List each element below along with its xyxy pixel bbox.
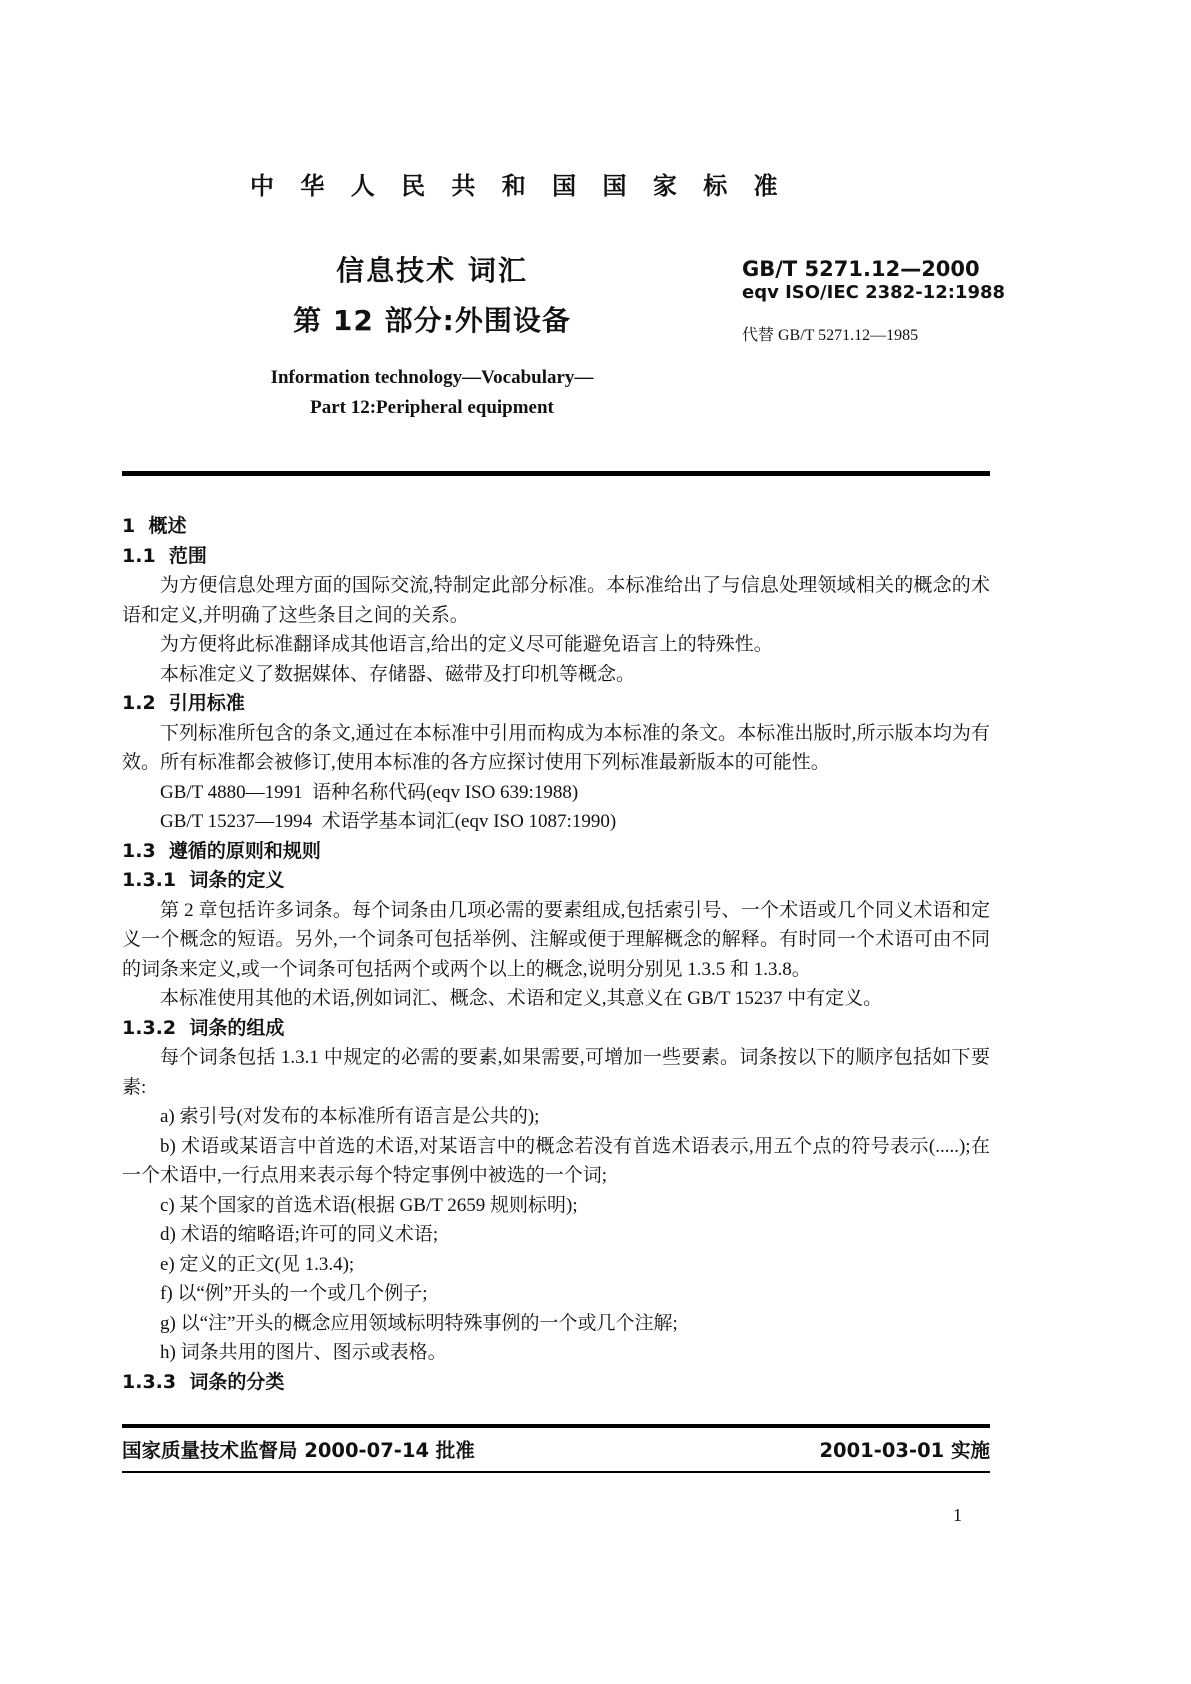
reference-item: GB/T 15237—1994 术语学基本词汇(eqv ISO 1087:1990): [160, 811, 617, 833]
english-title-line1: Information technology—Vocabulary—: [270, 367, 594, 389]
paragraph: 下列标准所包含的条文,通过在本标准中引用而构成为本标准的条文。本标准出版时,所示版本均为有效。所有标准都会被修订,使用本标准的各方应探讨使用下列标准最新版本的可能性。: [122, 722, 990, 774]
title-left-column: [122, 255, 742, 423]
footer-rule-bottom: [122, 1471, 990, 1473]
reference-item: GB/T 4880—1991 语种名称代码(eqv ISO 639:1988): [160, 781, 579, 803]
paragraph: h) 词条共用的图片、图示或表格。: [160, 1342, 447, 1364]
paragraph: g) 以“注”开头的概念应用领域标明特殊事例的一个或几个注解;: [160, 1312, 678, 1334]
document-title-line2: 第 12 部分:外围设备: [293, 303, 571, 337]
approval-text: 国家质量技术监督局 2000-07-14 批准: [122, 1439, 475, 1462]
paragraph: a) 索引号(对发布的本标准所有语言是公共的);: [160, 1106, 540, 1128]
section-heading-1.2: 1.2 引用标准: [122, 692, 245, 715]
english-title: [122, 363, 742, 423]
document-body: [122, 476, 990, 1397]
section-heading-1.1: 1.1 范围: [122, 544, 207, 567]
equivalent-standard: eqv ISO/IEC 2382-12:1988: [742, 281, 1006, 303]
paragraph: b) 术语或某语言中首选的术语,对某语言中的概念若没有首选术语表示,用五个点的符号表示(.....);在一个术语中,一行点用来表示每个特定事例中被选的一个词;: [122, 1135, 990, 1187]
paragraph: 本标准使用其他的术语,例如词汇、概念、术语和定义,其意义在 GB/T 15237 中有定义。: [160, 988, 883, 1010]
standard-code: GB/T 5271.12—2000: [742, 256, 980, 281]
paragraph: f) 以“例”开头的一个或几个例子;: [160, 1283, 428, 1305]
standard-code-block: [742, 255, 1006, 423]
paragraph: 本标准定义了数据媒体、存储器、磁带及打印机等概念。: [160, 663, 636, 685]
english-title-line2: Part 12:Peripheral equipment: [310, 397, 554, 419]
document-footer: [122, 1424, 990, 1526]
paragraph: 第 2 章包括许多词条。每个词条由几项必需的要素组成,包括索引号、一个术语或几个同义术语和定义一个概念的短语。另外,一个词条可包括举例、注解或便于理解概念的解释。有时同一个术语可由不同的词条来定义,或一个词条可包括两个或两个以上的概念,说明分别见 1.3.5 和 1.3.8。: [122, 899, 990, 980]
replaces-note: 代替 GB/T 5271.12—1985: [742, 327, 919, 345]
title-block: [122, 253, 1006, 423]
document-content: [122, 0, 1006, 1397]
paragraph: 为方便将此标准翻译成其他语言,给出的定义尽可能避免语言上的特殊性。: [160, 634, 773, 656]
section-heading-1: 1 概述: [122, 515, 187, 538]
standard-name: 中 华 人 民 共 和 国 国 家 标 准: [250, 172, 787, 200]
paragraph: d) 术语的缩略语;许可的同义术语;: [160, 1224, 439, 1246]
paragraph: 每个词条包括 1.3.1 中规定的必需的要素,如果需要,可增加一些要素。词条按以下的顺序包括如下要素:: [122, 1047, 990, 1098]
document-title-line1: 信息技术 词汇: [336, 253, 528, 287]
page-number: 1: [953, 1505, 962, 1525]
section-heading-1.3.3: 1.3.3 词条的分类: [122, 1370, 285, 1393]
section-heading-1.3.1: 1.3.1 词条的定义: [122, 869, 285, 892]
paragraph: c) 某个国家的首选术语(根据 GB/T 2659 规则标明);: [160, 1194, 578, 1216]
footer-row: [122, 1428, 990, 1471]
paragraph: e) 定义的正文(见 1.3.4);: [160, 1253, 355, 1275]
section-heading-1.3: 1.3 遵循的原则和规则: [122, 839, 321, 862]
implementation-text: 2001-03-01 实施: [819, 1439, 990, 1462]
paragraph: 为方便信息处理方面的国际交流,特制定此部分标准。本标准给出了与信息处理领域相关的概念的术语和定义,并明确了这些条目之间的关系。: [122, 575, 990, 626]
section-heading-1.3.2: 1.3.2 词条的组成: [122, 1016, 285, 1039]
